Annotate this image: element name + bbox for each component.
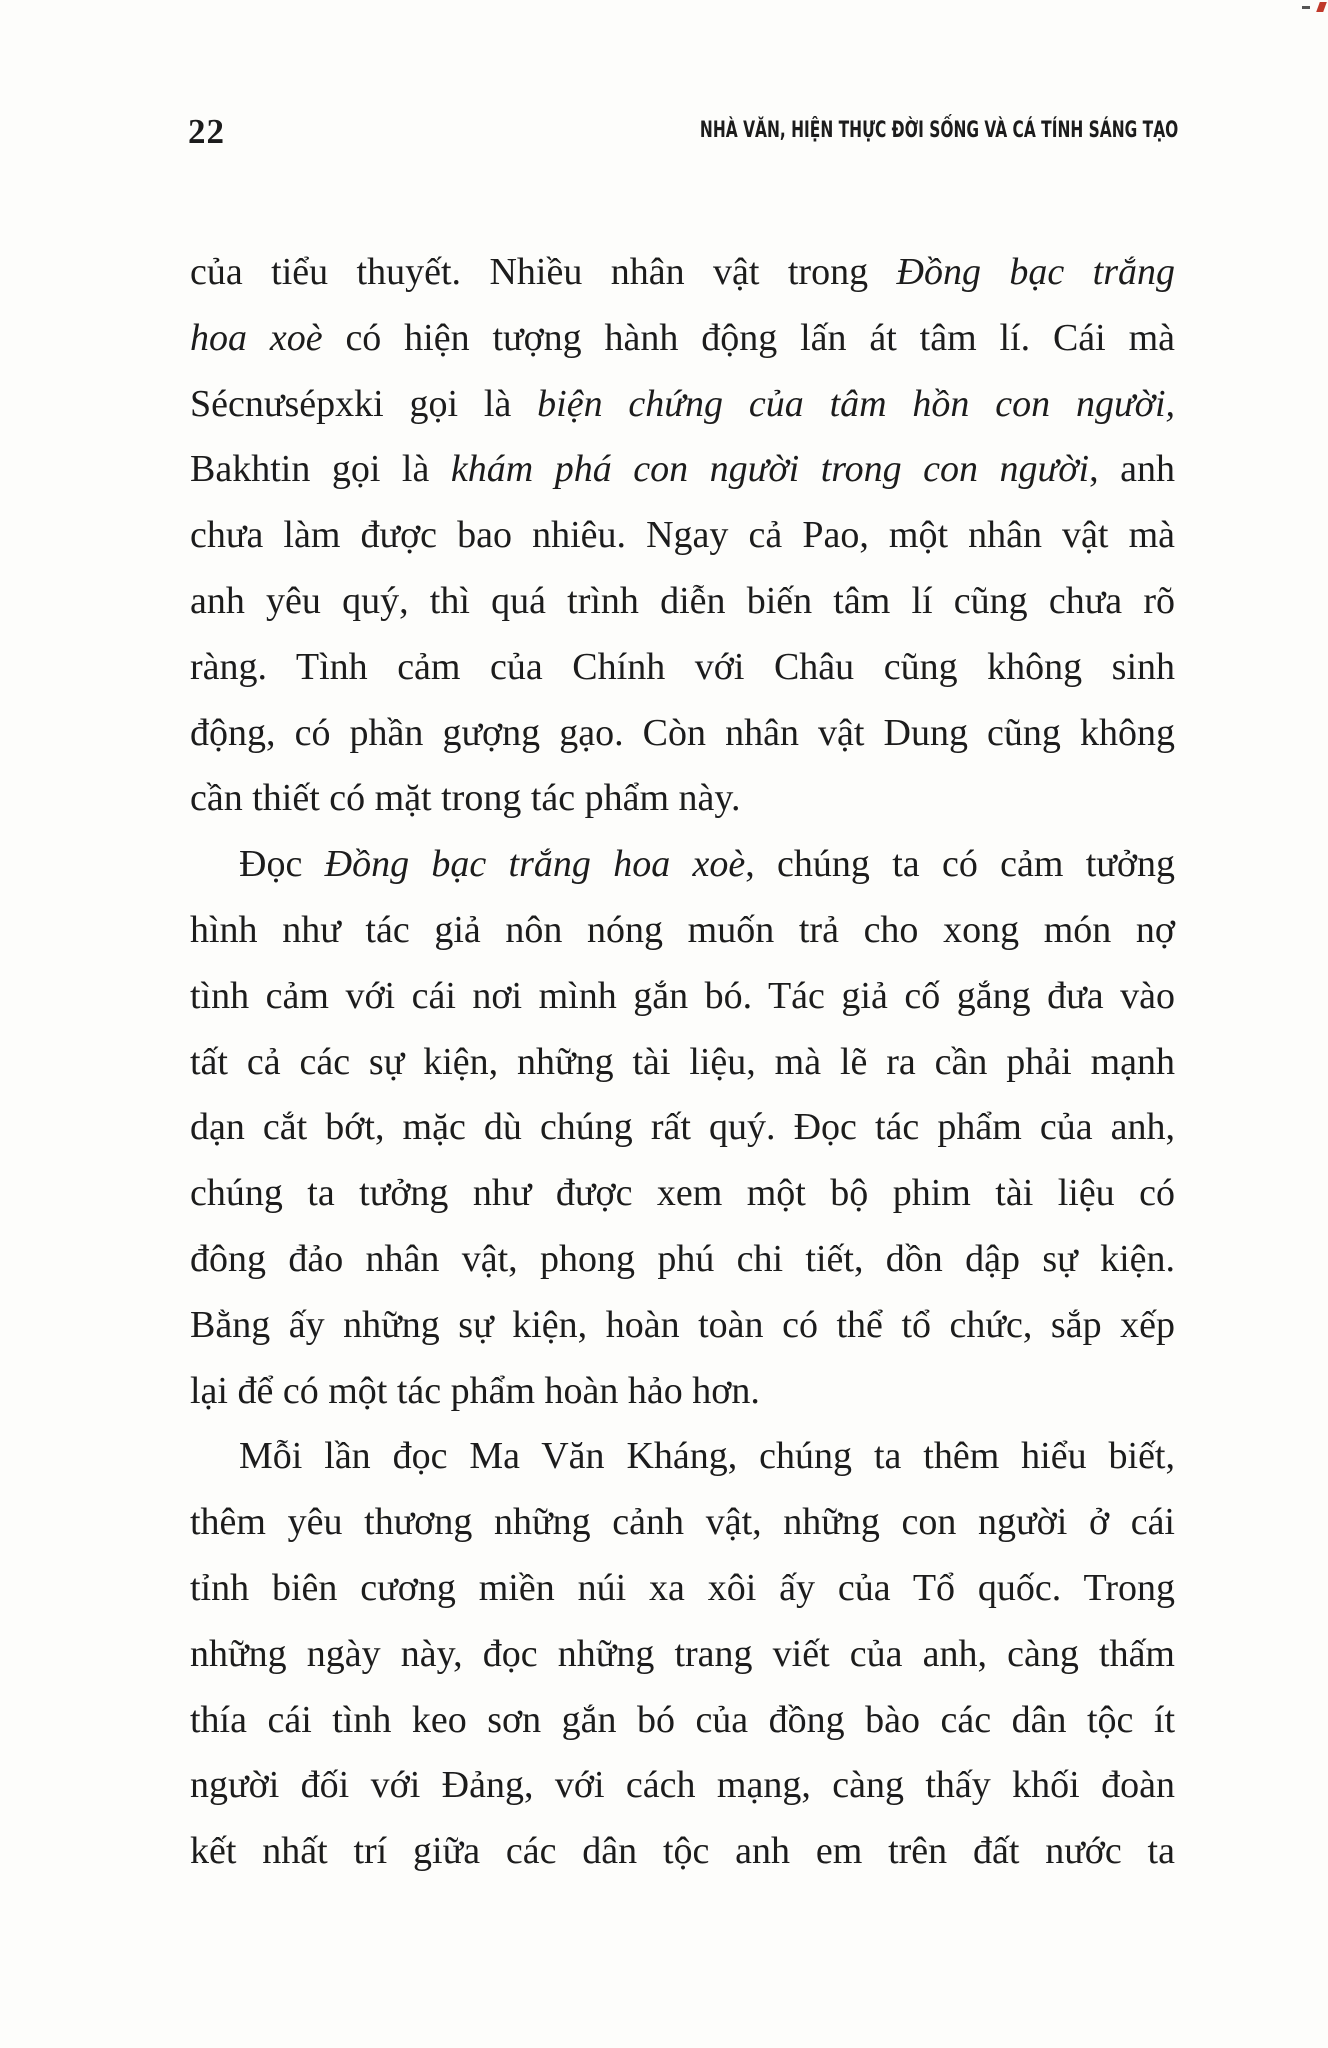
text-line <box>190 832 1175 898</box>
text-segment: tỉnh biên cương miền núi xa xôi ấy của Tổ quốc. Trong <box>190 1566 1175 1609</box>
text-segment: của tiểu thuyết. Nhiều nhân vật trong <box>190 251 897 293</box>
text-segment: Bằng ấy những sự kiện, hoàn toàn có thể tổ chức, sắp xếp <box>190 1303 1175 1346</box>
text-segment: chúng ta tưởng như được xem một bộ phim tài liệu có <box>190 1172 1175 1215</box>
text-line <box>190 1030 1175 1096</box>
printer-corner-mark <box>1298 0 1328 16</box>
text-segment: tất cả các sự kiện, những tài liệu, mà lẽ ra cần phải mạnh <box>190 1040 1175 1083</box>
text-segment: chưa làm được bao nhiêu. Ngay cả Pao, một nhân vật mà <box>190 514 1175 557</box>
corner-dash <box>1302 6 1310 9</box>
text-line <box>190 372 1175 438</box>
running-head-title: NHÀ VĂN, HIỆN THỰC ĐỜI SỐNG VÀ CÁ TÍNH SÁNG TẠO <box>699 118 1178 143</box>
text-line <box>190 701 1175 767</box>
text-line <box>190 1227 1175 1293</box>
text-segment: những ngày này, đọc những trang viết của anh, càng thấm <box>190 1632 1175 1675</box>
text-line <box>190 1161 1175 1227</box>
text-line <box>190 306 1175 372</box>
text-segment: , anh <box>1089 448 1175 491</box>
text-segment: thía cái tình keo sơn gắn bó của đồng bào các dân tộc ít <box>190 1698 1175 1741</box>
text-line <box>190 569 1175 635</box>
text-segment: lại để có một tác phẩm hoàn hảo hơn. <box>190 1369 760 1412</box>
text-segment: ràng. Tình cảm của Chính với Châu cũng không sinh <box>190 645 1175 688</box>
text-line <box>190 503 1175 569</box>
running-head <box>188 112 1178 162</box>
text-segment: người đối với Đảng, với cách mạng, càng thấy khối đoàn <box>190 1764 1175 1807</box>
page-number: 22 <box>188 112 225 151</box>
text-segment: động, có phần gượng gạo. Còn nhân vật Dung cũng không <box>190 711 1175 754</box>
text-segment: tình cảm với cái nơi mình gắn bó. Tác giả cố gắng đưa vào <box>190 974 1175 1017</box>
text-segment: đông đảo nhân vật, phong phú chi tiết, dồn dập sự kiện. <box>190 1237 1175 1280</box>
text-segment: Đọc <box>239 843 325 886</box>
text-segment: hình như tác giả nôn nóng muốn trả cho xong món nợ <box>190 908 1175 951</box>
text-line <box>190 1490 1175 1556</box>
text-line <box>190 1688 1175 1754</box>
text-line <box>190 635 1175 701</box>
text-line <box>190 964 1175 1030</box>
italic-text: biện chứng của tâm hồn con người, <box>537 382 1176 425</box>
text-line <box>190 1622 1175 1688</box>
text-line <box>190 437 1175 503</box>
text-line <box>190 1753 1175 1819</box>
text-line <box>190 1424 1175 1490</box>
italic-text: Đồng bạc trắng <box>896 251 1175 293</box>
text-segment: dạn cắt bớt, mặc dù chúng rất quý. Đọc tác phẩm của anh, <box>190 1106 1175 1149</box>
body-text <box>190 240 1175 1885</box>
text-line <box>190 1095 1175 1161</box>
text-segment: có hiện tượng hành động lấn át tâm lí. Cái mà <box>322 316 1176 359</box>
text-line <box>190 1359 1175 1425</box>
italic-text: Đồng bạc trắng hoa xoè <box>324 843 746 886</box>
text-segment: Mỗi lần đọc Ma Văn Kháng, chúng ta thêm hiểu biết, <box>239 1435 1175 1478</box>
text-line <box>190 1819 1175 1885</box>
text-segment: cần thiết có mặt trong tác phẩm này. <box>190 777 741 820</box>
text-segment: anh yêu quý, thì quá trình diễn biến tâm lí cũng chưa rõ <box>190 579 1175 622</box>
italic-text: hoa xoè <box>190 316 323 359</box>
corner-red-tick <box>1316 2 1327 12</box>
text-line <box>190 766 1175 832</box>
text-segment: , chúng ta có cảm tưởng <box>745 843 1175 886</box>
text-segment: Bakhtin gọi là <box>190 448 451 491</box>
text-line <box>190 1293 1175 1359</box>
text-segment: thêm yêu thương những cảnh vật, những con người ở cái <box>190 1501 1175 1544</box>
text-line <box>190 1556 1175 1622</box>
italic-text: khám phá con người trong con người <box>450 448 1090 491</box>
text-line <box>190 240 1175 306</box>
text-line <box>190 898 1175 964</box>
text-segment: Sécnưsépxki gọi là <box>190 382 538 425</box>
text-segment: kết nhất trí giữa các dân tộc anh em trên đất nước ta <box>190 1830 1175 1873</box>
